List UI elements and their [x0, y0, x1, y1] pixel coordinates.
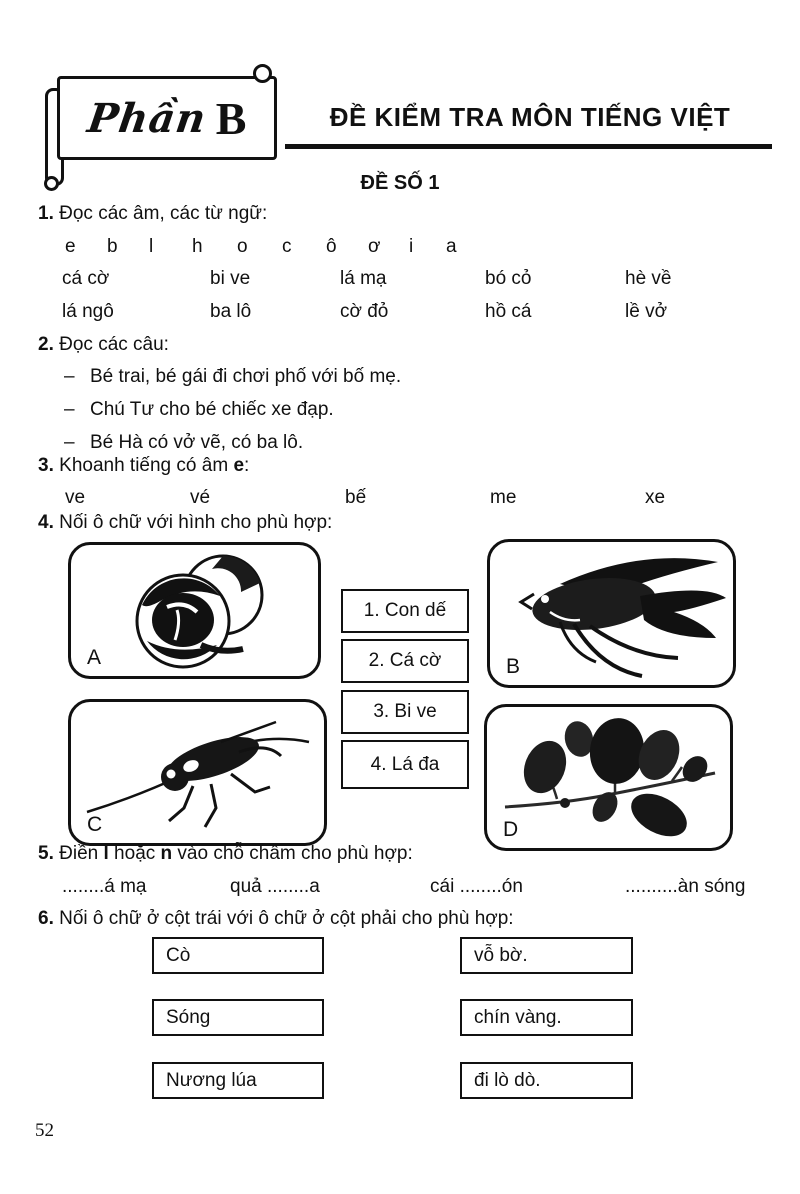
q3-words-row — [0, 487, 800, 513]
fish-picture — [490, 542, 733, 685]
q6-left-box-2: Sóng — [152, 999, 324, 1036]
sentence-text: Bé Hà có vở vẽ, có ba lô. — [90, 432, 304, 453]
q6-left-box-1: Cò — [152, 937, 324, 974]
question-4-prompt: 4. Nối ô chữ với hình cho phù hợp: — [38, 512, 333, 533]
q1-word: lề vở — [625, 301, 668, 322]
q6-right-box-3: đi lò dò. — [460, 1062, 633, 1099]
q6-right-box-1: vỗ bờ. — [460, 937, 633, 974]
question-5-number: 5. — [38, 843, 54, 864]
q1-word: lá ngô — [62, 301, 114, 322]
q1-word: cờ đỏ — [340, 301, 389, 322]
picture-b-label: B — [506, 655, 521, 678]
question-3-prompt: 3. Khoanh tiếng có âm e: — [38, 455, 250, 476]
question-6-prompt: 6. Nối ô chữ ở cột trái với ô chữ ở cột phải cho phù hợp: — [38, 908, 514, 929]
page-number: 52 — [35, 1120, 54, 1141]
picture-c-label: C — [87, 813, 103, 836]
question-1-number: 1. — [38, 203, 54, 224]
q1-letter: c — [282, 236, 292, 257]
q1-letter: ơ — [368, 236, 381, 257]
q5-fill-item: quả ........a — [230, 876, 320, 897]
q1-words-row-2 — [0, 301, 800, 327]
q3-word: xe — [645, 487, 666, 508]
leaves-picture — [487, 707, 730, 848]
q5-items-row — [0, 876, 800, 902]
picture-a-marbles — [68, 542, 321, 679]
question-1-prompt: 1. Đọc các âm, các từ ngữ: — [38, 203, 268, 224]
q1-letter: e — [65, 236, 76, 257]
q1-letter: b — [107, 236, 118, 257]
q1-letter: i — [409, 236, 414, 257]
q1-word: hồ cá — [485, 301, 532, 322]
q2-sentence — [0, 366, 800, 392]
test-number-heading: ĐỀ SỐ 1 — [360, 172, 440, 194]
question-2-number: 2. — [38, 334, 54, 355]
picture-d-leaves — [484, 704, 733, 851]
sentence-text: Bé trai, bé gái đi chơi phố với bố mẹ. — [90, 366, 402, 387]
q1-word: cá cờ — [62, 268, 110, 289]
q1-word: lá mạ — [340, 268, 387, 289]
q4-word-box-2: 2. Cá cờ — [341, 639, 469, 683]
q3-word: vé — [190, 487, 211, 508]
q1-letter: l — [149, 236, 154, 257]
question-4-number: 4. — [38, 512, 54, 533]
title-underline — [285, 144, 772, 149]
q1-word: bó cỏ — [485, 268, 532, 289]
q3-word: bế — [345, 487, 367, 508]
q5-fill-item: ........á mạ — [62, 876, 147, 897]
q1-word: hè về — [625, 268, 672, 289]
q4-word-box-3: 3. Bi ve — [341, 690, 469, 734]
dash: – — [64, 399, 75, 420]
q1-letters-row — [0, 236, 800, 262]
scroll-curl-icon — [253, 64, 272, 83]
q1-letter: o — [237, 236, 248, 257]
question-6-number: 6. — [38, 908, 54, 929]
picture-b-fish — [487, 539, 736, 688]
q1-word: ba lô — [210, 301, 252, 322]
q5-fill-item: cái ........ón — [430, 876, 523, 897]
q6-right-box-2: chín vàng. — [460, 999, 633, 1036]
picture-d-label: D — [503, 818, 519, 841]
question-2-prompt: 2. Đọc các câu: — [38, 334, 169, 355]
dash: – — [64, 366, 75, 387]
q1-letter: h — [192, 236, 203, 257]
q4-word-box-4: 4. Lá đa — [341, 740, 469, 789]
question-5-prompt: 5. Điền l hoặc n vào chỗ chấm cho phù hợp: — [38, 843, 413, 864]
q6-left-box-3: Nương lúa — [152, 1062, 324, 1099]
q3-word: ve — [65, 487, 86, 508]
marbles-picture — [71, 545, 318, 676]
part-label: Phần — [84, 94, 210, 142]
question-3-number: 3. — [38, 455, 54, 476]
sentence-text: Chú Tư cho bé chiếc xe đạp. — [90, 399, 334, 420]
picture-a-label: A — [87, 646, 102, 669]
picture-c-cricket — [68, 699, 327, 846]
q1-words-row-1 — [0, 268, 800, 294]
q1-letter: ô — [326, 236, 337, 257]
q1-word: bi ve — [210, 268, 251, 289]
page-title: ĐỀ KIỂM TRA MÔN TIẾNG VIỆT — [329, 102, 731, 132]
section-banner — [57, 76, 277, 160]
q5-fill-item: ..........àn sóng — [625, 876, 746, 897]
scroll-curl-icon — [44, 176, 59, 191]
q2-sentence — [0, 399, 800, 425]
cricket-picture — [71, 702, 324, 843]
dash: – — [64, 432, 75, 453]
q4-word-box-1: 1. Con dế — [341, 589, 469, 633]
part-letter: B — [215, 92, 247, 144]
q1-letter: a — [446, 236, 457, 257]
q3-word: me — [490, 487, 517, 508]
